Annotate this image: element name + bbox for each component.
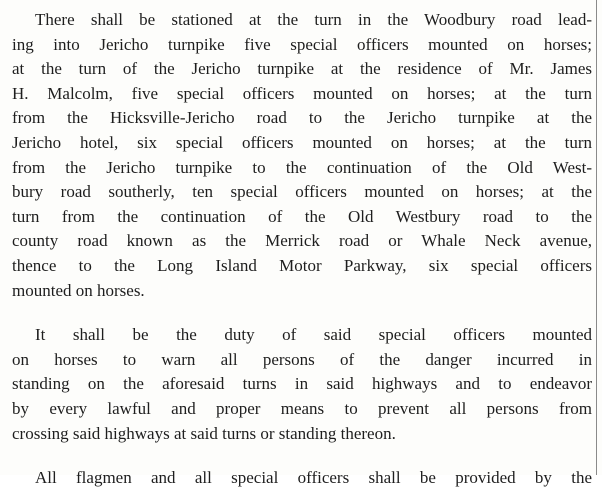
text-line: thence to the Long Island Motor Parkway, six special officers (12, 255, 592, 275)
paragraph-flagmen (12, 466, 592, 491)
text-line: There shall be stationed at the turn in the Woodbury road lead- (35, 10, 592, 29)
paragraph-duty (12, 323, 592, 446)
text-line: All flagmen and all special officers shall be provided by the (35, 468, 592, 488)
text-line: crossing said highways at said turns or standing thereon. (12, 423, 396, 443)
text-line: H. Malcolm, five special officers mounted on horses; at the turn (12, 83, 592, 103)
document-body (12, 8, 592, 491)
text-line: bury road southerly, ten special officers mounted on horses; at the (12, 182, 592, 202)
text-line: by every lawful and proper means to prevent all persons from (12, 398, 592, 418)
text-line: Jericho hotel, six special officers mounted on horses; at the turn (12, 132, 592, 152)
text-line: mounted on horses. (12, 280, 145, 300)
paragraph-stationing (12, 8, 592, 303)
page-edge-line (596, 0, 597, 475)
text-line: county road known as the Merrick road or Whale Neck avenue, (12, 231, 592, 251)
text-line: standing on the aforesaid turns in said highways and to endeavor (12, 374, 592, 394)
text-line: turn from the continuation of the Old Westbury road to the (12, 206, 592, 226)
text-line: from the Hicksville-Jericho road to the Jericho turnpike at the (12, 108, 592, 128)
text-line: from the Jericho turnpike to the continuation of the Old West- (12, 157, 592, 177)
text-line: ing into Jericho turnpike five special officers mounted on horses; (12, 34, 592, 54)
text-line: It shall be the duty of said special officers mounted (35, 325, 592, 345)
text-line: at the turn of the Jericho turnpike at the residence of Mr. James (12, 59, 592, 79)
text-line: on horses to warn all persons of the danger incurred in (12, 349, 592, 369)
